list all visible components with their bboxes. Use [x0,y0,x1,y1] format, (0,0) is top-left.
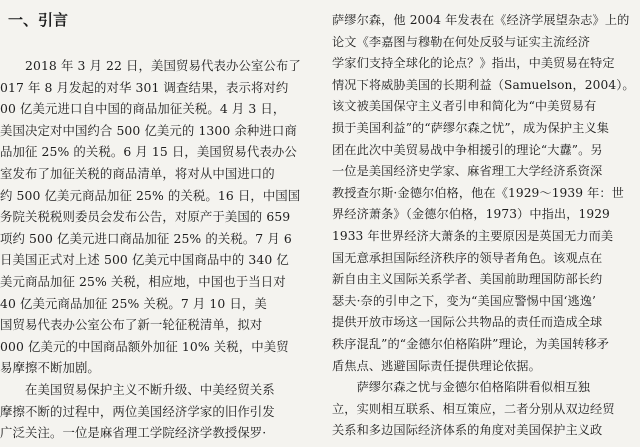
text-line: 论文《李嘉图与穆勒在何处反驳与证实主流经济 [332,34,591,49]
text-line: 在美国贸易保护主义不断升级、中美经贸关系 [0,382,275,397]
text-line: 一位是美国经济史学家、麻省理工大学经济系资深 [332,164,603,179]
text-line: 日美国正式对上述 500 亿美元中国商品中的 340 亿 [0,252,289,268]
text-line: 品加征 25% 的关税。6 月 15 日，美国贸易代表办公 [0,144,297,160]
text-line: 学家们支持全球化的论点？》指出，中美贸易在特定 [332,56,615,71]
text-line: 秩序混乱”的“金德尔伯格陷阱”理论，为美国转移矛 [332,337,610,351]
text-line: 瑟夫·奈的引申之下，变为“美国应警惕中国‘逃逸’ [332,293,597,308]
text-line: 广泛关注。一位是麻省理工学院经济学教授保罗· [0,425,267,441]
text-line: 美国决定对中国约合 500 亿美元的 1300 余种进口商 [0,122,297,138]
text-line: 萨缪尔森，他 2004 年发表在《经济学展望杂志》上的 [332,13,630,27]
text-line: 该文被美国保守主义者引申和简化为“中美贸易有 [332,99,597,114]
text-line: 团在此次中美贸易战中争相援引的理论“大纛”。另 [332,142,603,157]
text-line: 摩擦不断的过程中，两位美国经济学家的旧作引发 [0,403,275,419]
text-line: 务院关税税则委员会发布公告，对原产于美国的 659 [0,209,291,225]
text-line: 萨缪尔森之忧与金德尔伯格陷阱看似相互独 [332,380,591,395]
text-line: 017 年 8 月发起的对华 301 调查结果，表示将对约 [0,79,289,95]
text-line: 损于美国利益”的“萨缪尔森之忧”，成为保护主义集 [332,121,610,135]
text-line: 000 亿美元的中国商品额外加征 10% 关税，中美贸 [0,338,289,354]
text-line: 项约 500 亿美元进口商品加征 25% 的关税。7 月 6 [0,230,292,246]
text-line: 国贸易代表办公室公布了新一轮征税清单，拟对 [0,317,263,333]
section-heading: 一、引言 [8,11,69,29]
text-line: 00 亿美元进口自中国的商品加征关税。4 月 3 日， [0,101,286,117]
text-line: 情况下将威胁美国的长期利益（Samuelson，2004）。 [332,77,635,92]
text-line: 室发布了加征关税的商品清单，将对从中国进口的 [0,166,275,181]
text-line: 立，实则相互联系、相互策应，二者分别从双边经贸 [332,401,615,416]
text-line: 盾焦点、逃避国际责任提供理论依据。 [332,358,541,373]
text-line: 界经济萧条》（金德尔伯格，1973）中指出，1929 [332,207,610,222]
text-line: 1933 年世界经济大萧条的主要原因是英国无力而美 [332,229,614,243]
text-line: 40 亿美元商品加征 25% 关税。7 月 10 日，美 [0,295,267,311]
text-line: 国无意承担国际经济秩序的领导者角色。该观点在 [332,250,603,265]
text-line: 提供开放市场这一国际公共物品的责任而造成全球 [332,315,603,330]
text-line: 易摩擦不断加剧。 [0,360,100,376]
text-line: 新自由主义国际关系学者、美国前助理国防部长约 [332,272,603,287]
text-line: 美元商品加征 25% 关税，相应地，中国也于当日对 [0,274,286,289]
text-line: 关系和多边国际经济体系的角度对美国保护主义政 [332,423,603,438]
text-line: 2018 年 3 月 22 日，美国贸易代表办公室公布了 [0,58,301,73]
text-line: 约 500 亿美元商品加征 25% 的关税。16 日，中国国 [0,187,301,203]
text-line: 教授查尔斯·金德尔伯格，他在《1929～1939 年：世 [332,185,624,200]
